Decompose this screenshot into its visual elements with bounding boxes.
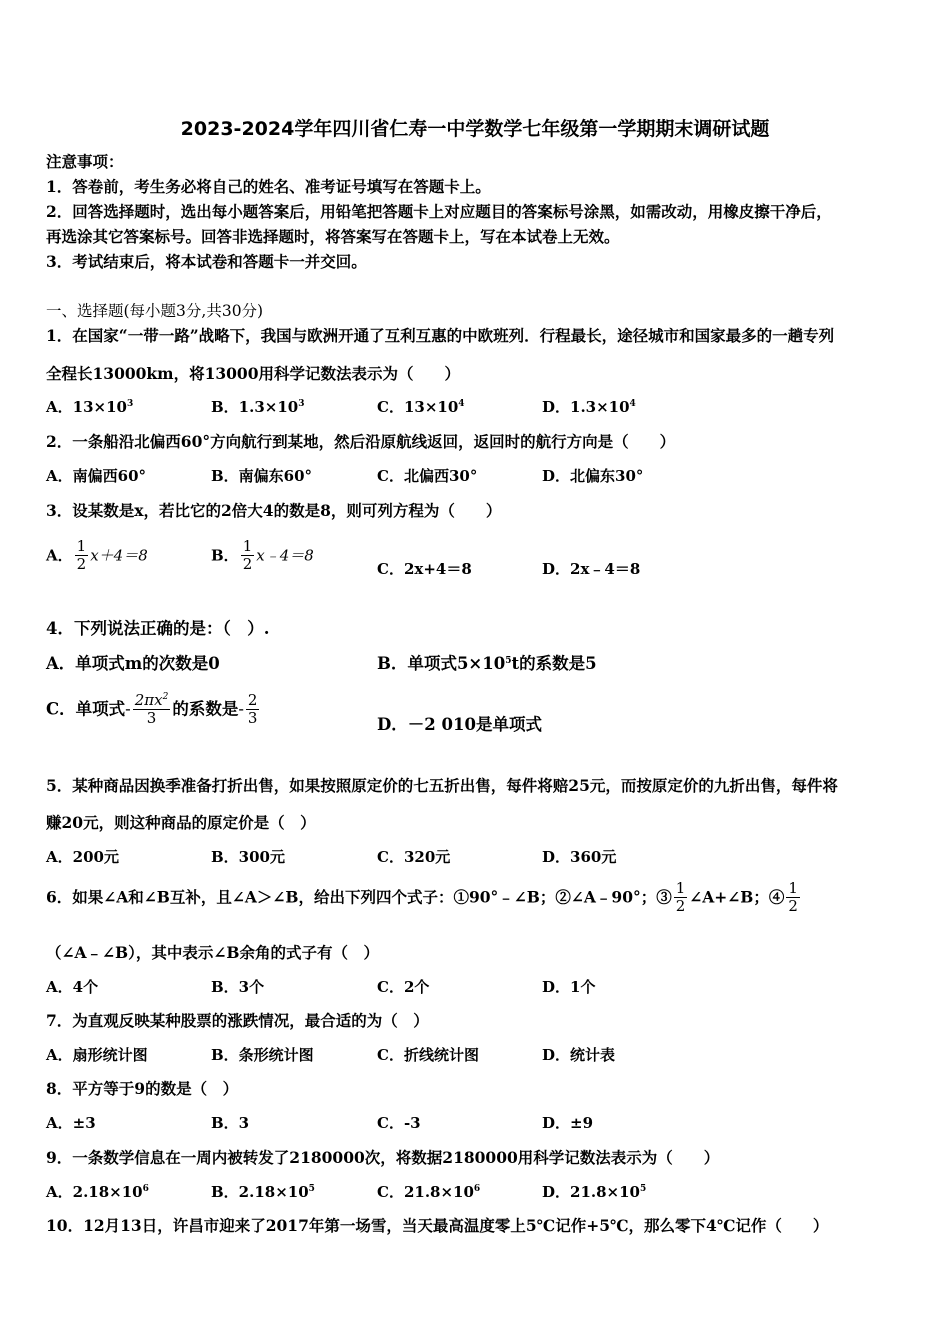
q9-option-c: C．$21.8\times 10^6$: [377, 1183, 481, 1201]
notice-item-3: 3．考试结束后，将本试卷和答题卡一并交回。: [46, 252, 367, 271]
q8-option-b: B．3: [211, 1114, 250, 1132]
q9-option-d: D．$21.8\times 10^5$: [542, 1183, 647, 1201]
q10-stem: 10．12月13日，许昌市迎来了2017年第一场雪，当天最高温度零上5℃记作+5℃，那么零下4℃记作（ ）: [46, 1216, 829, 1235]
q3-option-b: B． $\frac{1}{2}$ x﹣4＝8: [211, 537, 314, 573]
q3-option-d: D．2x﹣4＝8: [542, 560, 641, 578]
q6-stem-line1: 6．如果∠A和∠B互补，且∠A＞∠B，给出下列四个式子：①90°﹣∠B；②∠A﹣90°；③ $\frac{1}{2}$ ∠A+∠B；④ $\frac{1}{2}$: [46, 879, 798, 915]
q8-option-a: A．±3: [46, 1114, 96, 1132]
q1-option-b: B．$1.3\times 10^3$: [211, 398, 305, 416]
q5-stem-line2: 赚20元，则这种商品的原定价是（ ）: [46, 813, 316, 832]
q8-stem: 8．平方等于9的数是（ ）: [46, 1079, 239, 1098]
q2-option-c: C．北偏西30°: [377, 467, 478, 485]
q6-fraction-1: $\frac{1}{2}$: [675, 879, 686, 915]
q7-option-c: C．折线统计图: [377, 1046, 479, 1064]
q9-stem: 9．一条数学信息在一周内被转发了2180000次，将数据2180000用科学记数法表示为（ ）: [46, 1148, 720, 1167]
q6-option-a: A．4个: [46, 978, 99, 996]
q6-fraction-2: $\frac{1}{2}$: [788, 879, 798, 915]
q4-option-c: C．单项式- $\frac{2\pi x^2}{3}$ 的系数是- $\frac{2}{3}$: [46, 691, 258, 727]
q6-option-b: B．3个: [211, 978, 265, 996]
q4-stem: 4．下列说法正确的是：（ ）.: [46, 619, 270, 638]
q3-stem: 3．设某数是x，若比它的2倍大4的数是8，则可列方程为（ ）: [46, 501, 502, 520]
q3-option-a: A． $\frac{1}{2}$ x＋4＝8: [46, 537, 148, 573]
q4-c-fraction-2: $\frac{2}{3}$: [247, 691, 258, 727]
q1-stem-line2: 全程长13000km，将13000用科学记数法表示为（ ）: [46, 364, 460, 383]
q7-option-d: D．统计表: [542, 1046, 616, 1064]
q4-option-b: B．单项式$5\times 10^5t$的系数是5: [377, 654, 597, 673]
q5-option-c: C．320元: [377, 848, 451, 866]
q3-option-c: C．2x+4＝8: [377, 560, 472, 578]
q2-option-d: D．北偏东30°: [542, 467, 644, 485]
exam-title: 2023-2024学年四川省仁寿一中学数学七年级第一学期期末调研试题: [180, 118, 770, 140]
q5-option-d: D．360元: [542, 848, 617, 866]
notice-item-2-cont: 再选涂其它答案标号。回答非选择题时，将答案写在答题卡上，写在本试卷上无效。: [46, 227, 620, 246]
q9-option-b: B．$2.18\times 10^5$: [211, 1183, 315, 1201]
q2-stem: 2．一条船沿北偏西60°方向航行到某地，然后沿原航线返回，返回时的航行方向是（ ）: [46, 432, 676, 451]
q7-option-a: A．扇形统计图: [46, 1046, 148, 1064]
q5-option-a: A．200元: [46, 848, 119, 866]
q5-option-b: B．300元: [211, 848, 285, 866]
q8-option-c: C．-3: [377, 1114, 421, 1132]
q7-stem: 7．为直观反映某种股票的涨跌情况，最合适的为（ ）: [46, 1011, 429, 1030]
q1-option-c: C．$13\times 10^4$: [377, 398, 465, 416]
notice-item-2: 2．回答选择题时，选出每小题答案后，用铅笔把答题卡上对应题目的答案标号涂黑，如需改动，用橡皮擦干净后，: [46, 202, 832, 221]
notice-item-1: 1．答卷前，考生务必将自己的姓名、准考证号填写在答题卡上。: [46, 177, 491, 196]
q4-c-fraction-1: $\frac{2\pi x^2}{3}$: [134, 691, 169, 727]
q4-option-d: D．－2 010是单项式: [377, 715, 542, 734]
q4-option-a: A．单项式m的次数是0: [46, 654, 220, 673]
q6-option-d: D．1个: [542, 978, 596, 996]
q9-option-a: A．$2.18\times 10^6$: [46, 1183, 149, 1201]
q2-option-a: A．南偏西60°: [46, 467, 147, 485]
q6-option-c: C．2个: [377, 978, 430, 996]
q3-a-fraction: $\frac{1}{2}$: [76, 537, 87, 573]
q5-stem-line1: 5．某种商品因换季准备打折出售，如果按照原定价的七五折出售，每件将赔25元，而按原定价的九折出售，每件将: [46, 776, 838, 795]
q6-stem-line2: （∠A﹣∠B），其中表示∠B余角的式子有（ ）: [46, 943, 379, 962]
q1-option-d: D．$1.3\times 10^4$: [542, 398, 636, 416]
q1-stem-line1: 1．在国家“一带一路”战略下，我国与欧洲开通了互利互惠的中欧班列．行程最长，途径城市和国家最多的一趟专列: [46, 326, 835, 345]
q2-option-b: B．南偏东60°: [211, 467, 313, 485]
q3-b-fraction: $\frac{1}{2}$: [242, 537, 253, 573]
q8-option-d: D．±9: [542, 1114, 594, 1132]
section-heading: 一、选择题(每小题3分,共30分): [46, 302, 264, 320]
notice-heading: 注意事项：: [46, 152, 124, 171]
q7-option-b: B．条形统计图: [211, 1046, 314, 1064]
q1-option-a: A．$13\times 10^3$: [46, 398, 134, 416]
